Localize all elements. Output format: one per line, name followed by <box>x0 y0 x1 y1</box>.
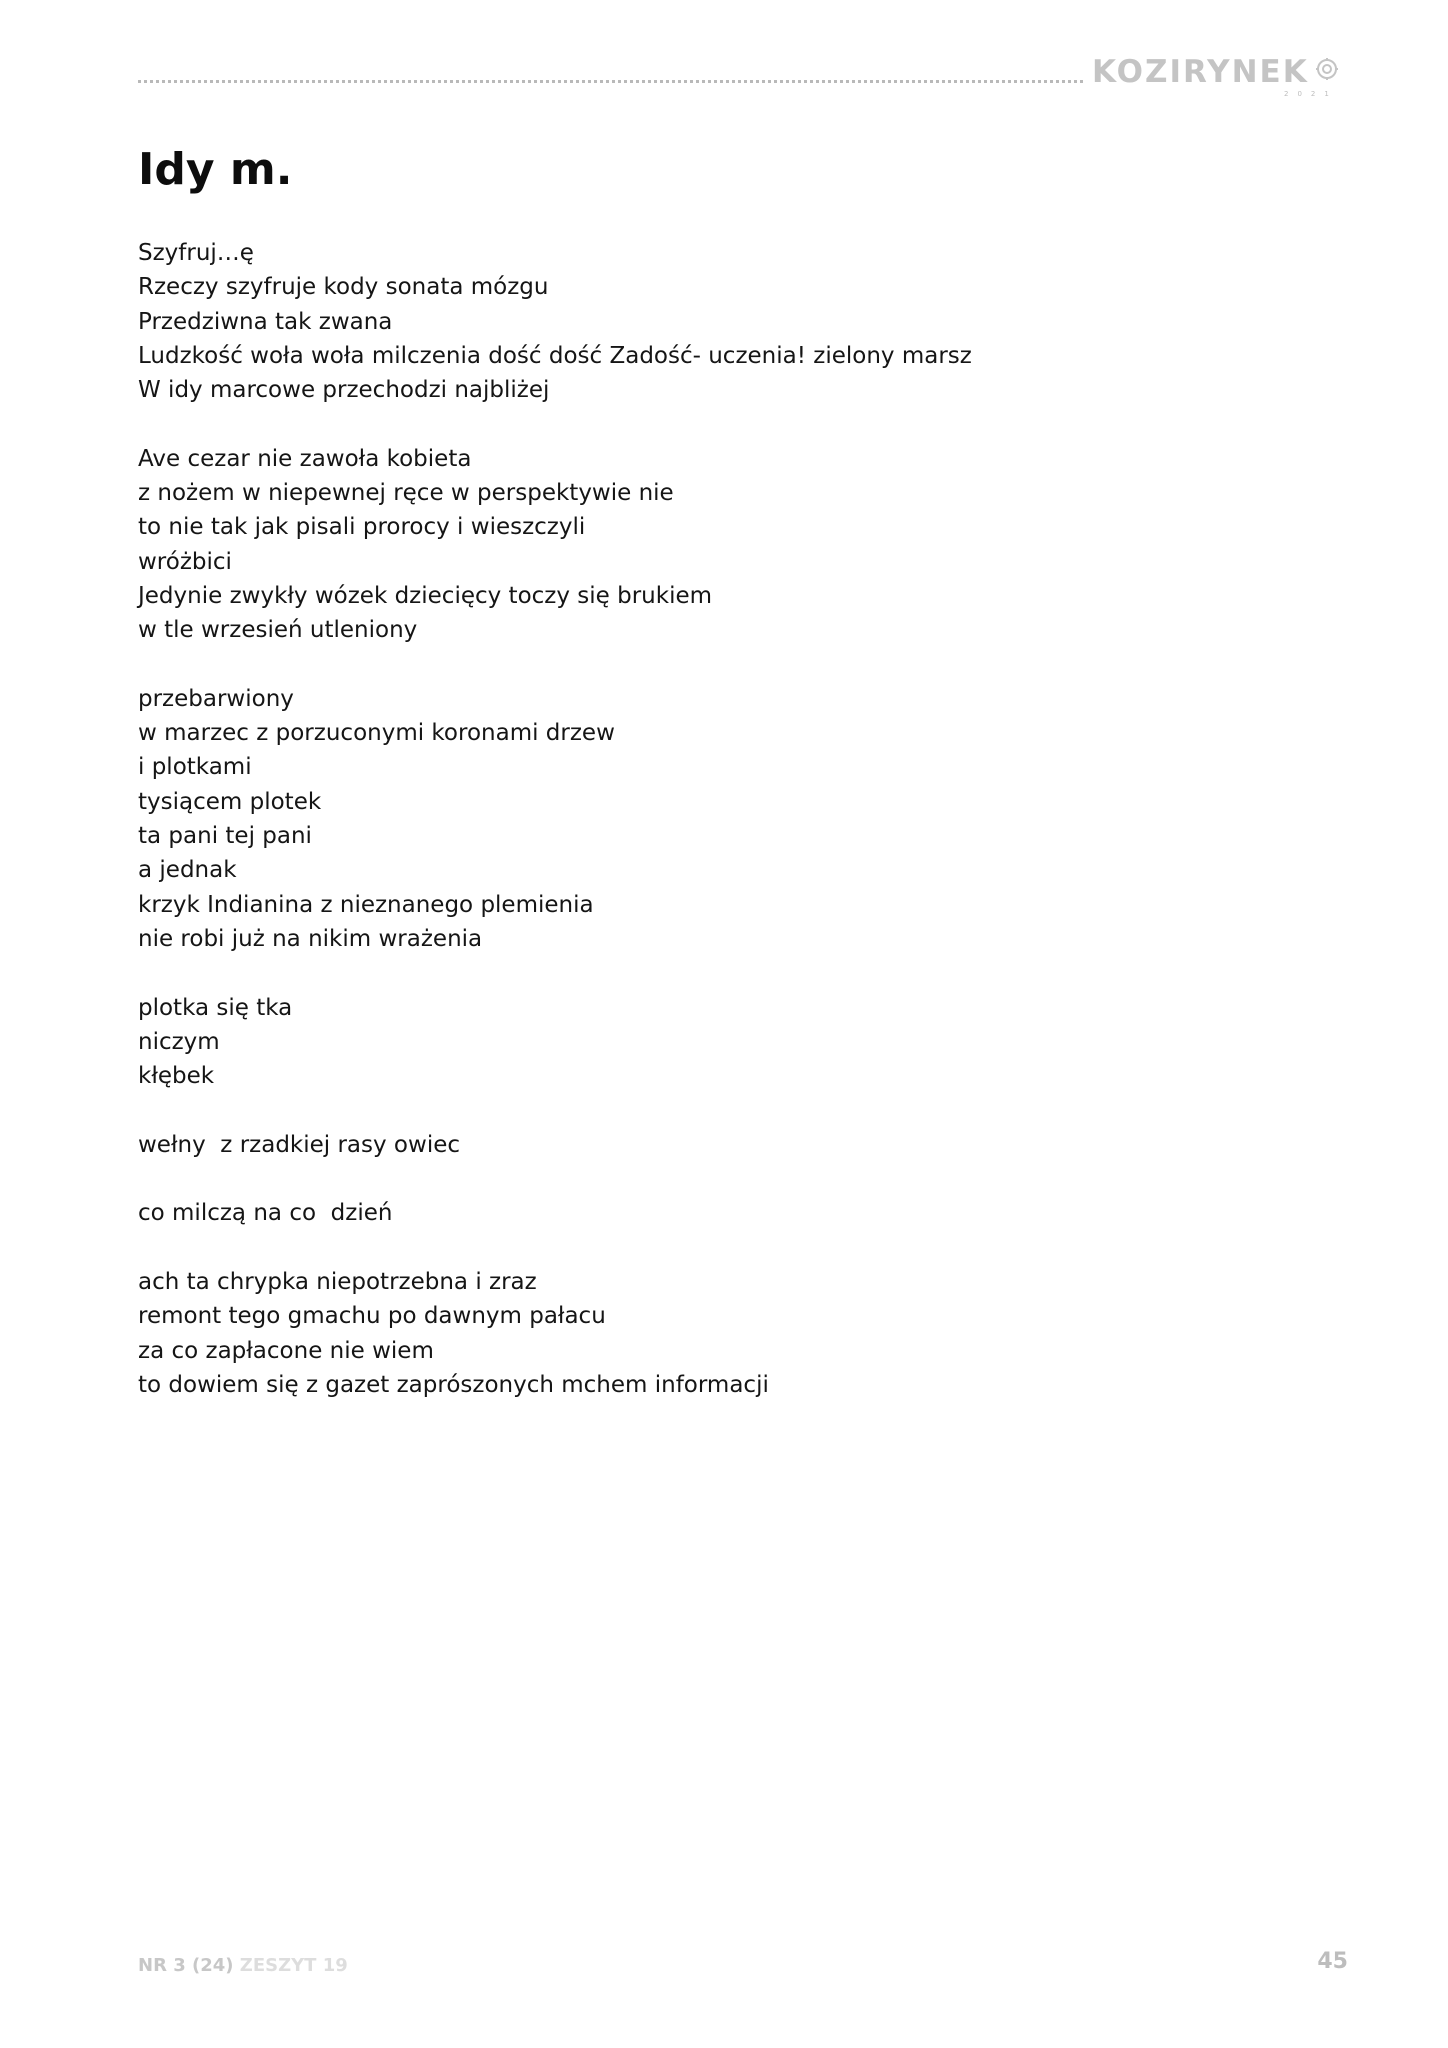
poem-line: co milczą na co dzień <box>138 1200 393 1227</box>
stanza-6 <box>138 1196 1238 1230</box>
poem-line: nie robi już na nikim wrażenia <box>138 925 483 952</box>
poem-line: plotka się tka <box>138 994 293 1021</box>
poem-line: i plotkami <box>138 754 252 781</box>
poem-line: kłębek <box>138 1063 215 1090</box>
poem-line: to dowiem się z gazet zaprószonych mchem informacji <box>138 1371 769 1398</box>
poem-line: Przedziwna tak zwana <box>138 308 393 335</box>
stanza-4 <box>138 991 1238 1094</box>
poem-line: wróżbici <box>138 548 232 575</box>
poem-title: Idy m. <box>138 144 293 195</box>
poem-line: ta pani tej pani <box>138 823 312 850</box>
header-dotted-rule <box>138 80 1083 83</box>
stanza-5 <box>138 1128 1238 1162</box>
poem-line: Jedynie zwykły wózek dziecięcy toczy się brukiem <box>138 582 713 609</box>
logo-subtext: 2021 <box>1284 90 1338 98</box>
poem-line: W idy marcowe przechodzi najbliżej <box>138 377 550 404</box>
zeszyt-number: ZESZYT 19 <box>239 1955 348 1976</box>
issue-number: NR 3 (24) <box>138 1955 234 1976</box>
stanza-3 <box>138 682 1238 956</box>
poem-line: Rzeczy szyfruje kody sonata mózgu <box>138 274 549 301</box>
poem-line: to nie tak jak pisali prorocy i wieszczyli <box>138 514 586 541</box>
poem-line: a jednak <box>138 857 237 884</box>
poem-line: za co zapłacone nie wiem <box>138 1337 434 1364</box>
poem-line: krzyk Indianina z nieznanego plemienia <box>138 891 594 918</box>
stanza-7 <box>138 1265 1238 1402</box>
poem-line: w marzec z porzuconymi koronami drzew <box>138 720 615 747</box>
stanza-1 <box>138 236 1238 407</box>
stanza-2 <box>138 442 1238 648</box>
poem-body <box>138 236 1238 1436</box>
poem-line: Ludzkość woła woła milczenia dość dość Zadość- uczenia! zielony marsz <box>138 342 972 369</box>
poem-line: niczym <box>138 1028 220 1055</box>
poem-line: Ave cezar nie zawoła kobieta <box>138 445 472 472</box>
poem-line: remont tego gmachu po dawnym pałacu <box>138 1303 606 1330</box>
poem-line: w tle wrzesień utleniony <box>138 617 418 644</box>
poem-line: Szyfruj…ę <box>138 240 254 266</box>
poem-line: przebarwiony <box>138 685 294 712</box>
poem-line: z nożem w niepewnej ręce w perspektywie nie <box>138 480 674 507</box>
page-number: 45 <box>1317 1949 1348 1974</box>
poem-line: wełny z rzadkiej rasy owiec <box>138 1131 460 1158</box>
logo-wordmark: KOZIRYNEK <box>1092 54 1309 90</box>
poem-line: ach ta chrypka niepotrzebna i zraz <box>138 1268 537 1295</box>
gear-icon <box>1315 57 1339 81</box>
footer-issue-info <box>138 1955 348 1976</box>
poem-line: tysiącem plotek <box>138 788 322 815</box>
